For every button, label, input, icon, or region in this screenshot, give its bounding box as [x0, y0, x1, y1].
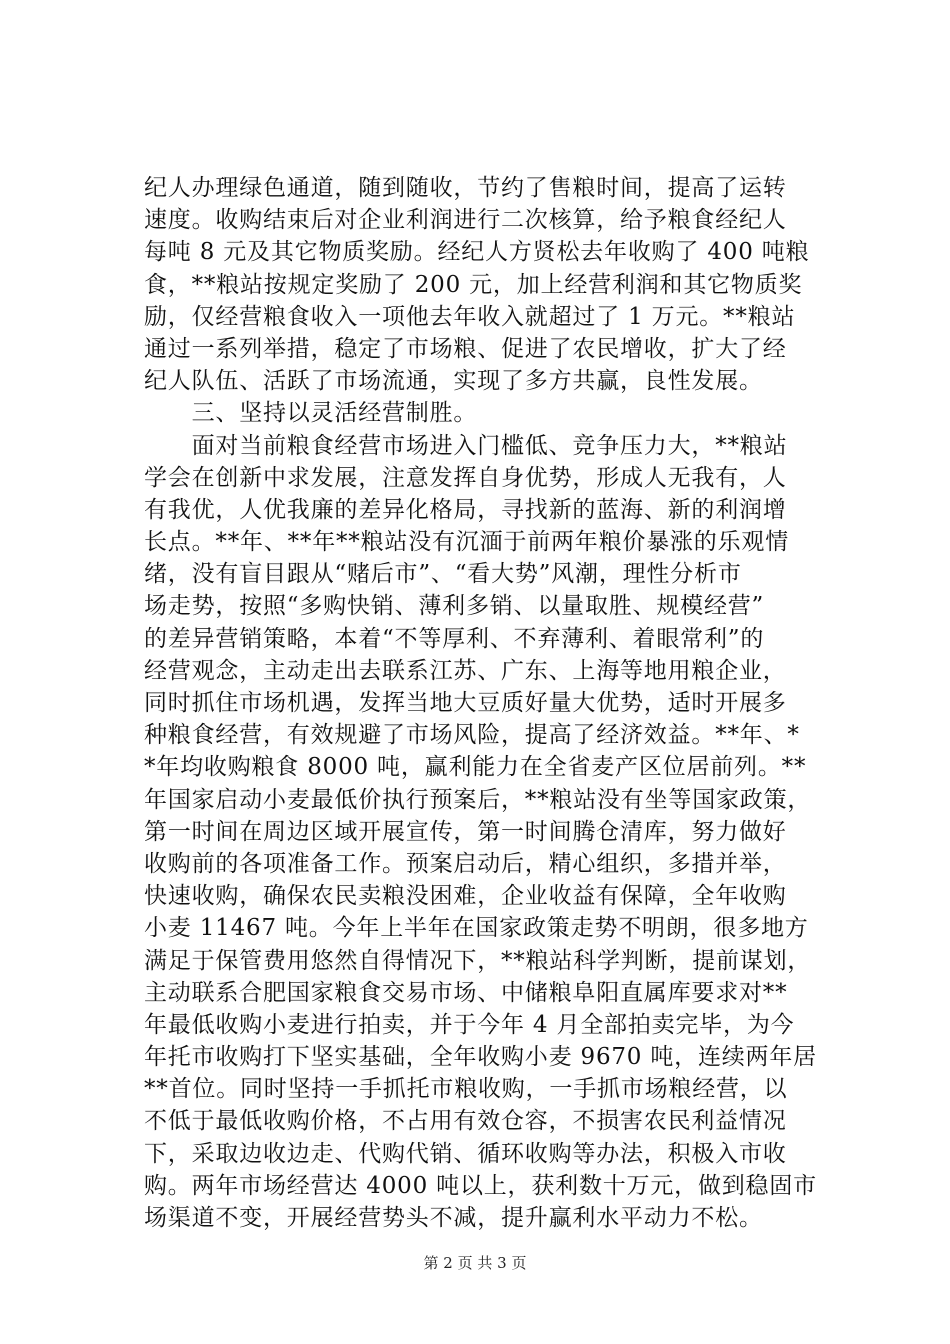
- text-line: 场走势，按照“多购快销、薄利多销、以量取胜、规模经营”: [144, 593, 765, 620]
- text-line: 下，采取边收边走、代购代销、循环收购等办法，积极入市收: [144, 1140, 787, 1167]
- text-line: 种粮食经营，有效规避了市场风险，提高了经济效益。**年、*: [144, 722, 800, 749]
- text-line: 年托市收购打下坚实基础，全年收购小麦 9670 吨，连续两年居: [144, 1044, 817, 1071]
- text-line: 快速收购，确保农民卖粮没困难，企业收益有保障，全年收购: [144, 883, 787, 910]
- text-line: 满足于保管费用悠然自得情况下，**粮站科学判断，提前谋划，: [144, 947, 812, 974]
- text-line: 速度。收购结束后对企业利润进行二次核算，给予粮食经纪人: [144, 207, 787, 234]
- text-line: 有我优，人优我廉的差异化格局，寻找新的蓝海、新的利润增: [144, 496, 787, 523]
- text-line: 不低于最低收购价格，不占用有效仓容，不损害农民利益情况: [144, 1108, 787, 1135]
- text-line: 的差异营销策略，本着“不等厚利、不弃薄利、着眼常利”的: [144, 625, 765, 652]
- text-line: 经营观念，主动走出去联系江苏、广东、上海等地用粮企业，: [144, 657, 787, 684]
- body-text: [144, 172, 834, 1234]
- section-heading: 三、坚持以灵活经营制胜。: [144, 400, 478, 427]
- text-line: 年国家启动小麦最低价执行预案后，**粮站没有坐等国家政策，: [144, 786, 812, 813]
- text-line: 长点。**年、**年**粮站没有沉湎于前两年粮价暴涨的乐观情: [144, 529, 789, 556]
- text-line: 小麦 11467 吨。今年上半年在国家政策走势不明朗，很多地方: [144, 915, 809, 942]
- text-line: 年最低收购小麦进行拍卖，并于今年 4 月全部拍卖完毕，为今: [144, 1011, 795, 1038]
- text-line: 纪人队伍、活跃了市场流通，实现了多方共赢，良性发展。: [144, 368, 763, 395]
- text-line: 绪，没有盲目跟从“赌后市”、“看大势”风潮，理性分析市: [144, 561, 742, 588]
- text-line: 同时抓住市场机遇，发挥当地大豆质好量大优势，适时开展多: [144, 690, 787, 716]
- text-line: **首位。同时坚持一手抓托市粮收购，一手抓市场粮经营，以: [144, 1076, 788, 1103]
- text-line: 面对当前粮食经营市场进入门槛低、竞争压力大，**粮站: [144, 432, 788, 459]
- text-line: 纪人办理绿色通道，随到随收，节约了售粮时间，提高了运转: [144, 175, 787, 201]
- text-line: 学会在创新中求发展，注意发挥自身优势，形成人无我有，人: [144, 464, 787, 491]
- text-line: 购。两年市场经营达 4000 吨以上，获利数十万元，做到稳固市: [144, 1172, 817, 1199]
- text-line: *年均收购粮食 8000 吨，赢利能力在全省麦产区位居前列。**: [144, 754, 807, 781]
- text-line: 每吨 8 元及其它物质奖励。经纪人方贤松去年收购了 400 吨粮: [144, 239, 810, 266]
- text-line: 收购前的各项准备工作。预案启动后，精心组织，多措并举，: [144, 850, 787, 877]
- page-number-label: 第 2 页 共 3 页: [423, 1254, 527, 1272]
- text-line: 通过一系列举措，稳定了市场粮、促进了农民增收，扩大了经: [144, 335, 787, 362]
- page-footer: [0, 1253, 950, 1273]
- text-line: 食，**粮站按规定奖励了 200 元，加上经营利润和其它物质奖: [144, 271, 803, 298]
- text-line: 场渠道不变，开展经营势头不减，提升赢利水平动力不松。: [144, 1205, 763, 1231]
- text-line: 主动联系合肥国家粮食交易市场、中储粮阜阳直属库要求对**: [144, 979, 788, 1006]
- text-line: 第一时间在周边区域开展宣传，第一时间腾仓清库，努力做好: [144, 818, 787, 845]
- text-line: 励，仅经营粮食收入一项他去年收入就超过了 1 万元。**粮站: [144, 303, 796, 330]
